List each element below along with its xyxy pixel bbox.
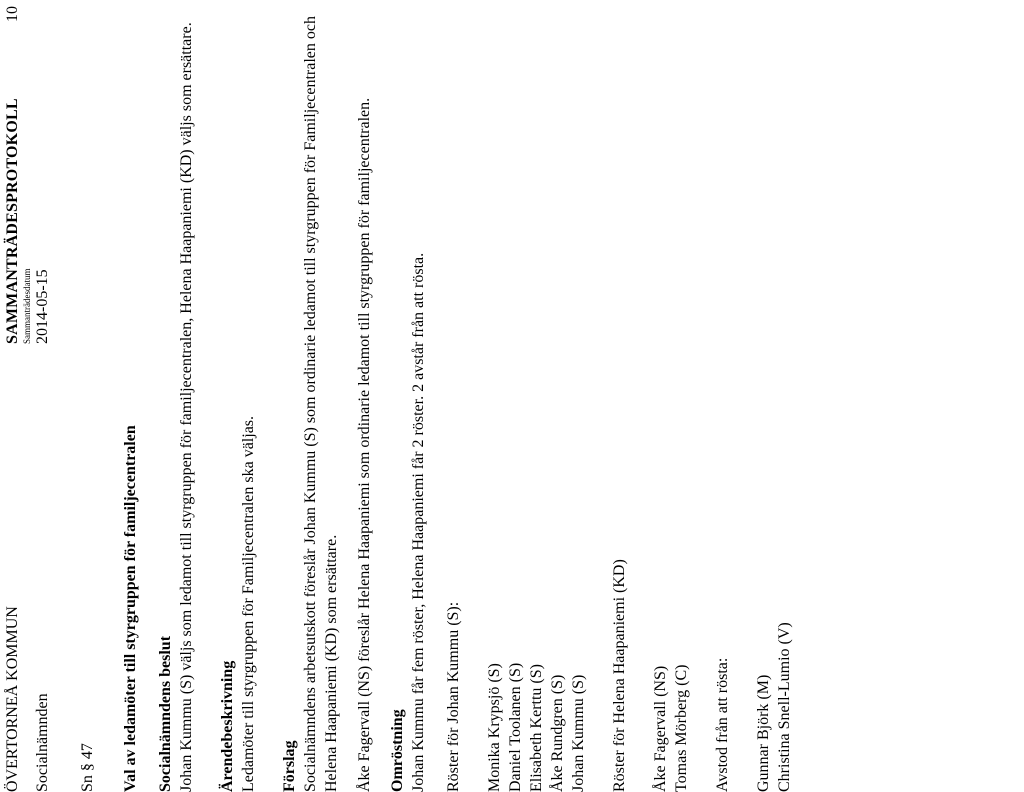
meeting-date: 2014-05-15	[34, 269, 51, 344]
list-item: Monika Krypsjö (S)	[486, 663, 503, 792]
decision-heading: Socialnämndens beslut	[157, 635, 174, 792]
abstain-voter-list	[753, 0, 795, 792]
decision-text: Johan Kummu (S) väljs som ledamot till styrgruppen för familjecentralen, Helena Haapaniemi (KD) väljs som ersättare.	[178, 22, 195, 792]
date-label: Sammanträdesdatum	[22, 268, 32, 344]
list-item: Johan Kummu (S)	[570, 674, 587, 792]
page-title: Val av ledamöter till styrgruppen för familjecentralen	[122, 425, 139, 792]
list-item: Åke Rundgren (S)	[549, 674, 566, 792]
proposal-text-2: Åke Fagervall (NS) föreslår Helena Haapaniemi som ordinarie ledamot till styrgruppen för familjecentralen.	[356, 97, 373, 792]
list-item: Christina Snell-Lumio (V)	[776, 622, 793, 792]
proposal-heading: Förslag	[281, 740, 298, 792]
vote-heading: Omröstning	[389, 709, 406, 792]
kummu-votes-label: Röster för Johan Kummu (S):	[445, 601, 462, 792]
list-item: Åke Fagervall (NS)	[652, 665, 669, 792]
page-number: 10	[4, 6, 21, 22]
list-item: Tomas Mörberg (C)	[673, 664, 690, 792]
section-number: Sn § 47	[79, 743, 96, 792]
department-name: Socialnämnden	[34, 693, 51, 792]
vote-result: Johan Kummu får fem röster, Helena Haapaniemi får 2 röster. 2 avstår från att rösta.	[410, 252, 427, 792]
organization-name: ÖVERTORNEÅ KOMMUN	[4, 606, 21, 792]
description-heading: Ärendebeskrivning	[219, 660, 236, 792]
document-type: SAMMANTRÄDESPROTOKOLL	[4, 98, 21, 344]
kummu-voter-list	[484, 0, 589, 792]
list-item: Daniel Toolanen (S)	[507, 662, 524, 792]
document-body	[120, 0, 795, 792]
list-item: Gunnar Björk (M)	[755, 674, 772, 792]
proposal-text-1: Socialnämndens arbetsutskott föreslår Johan Kummu (S) som ordinarie ledamot till styrgruppen för Familjecentralen och Helena Haapaniemi (KD) som ersättare.	[302, 16, 340, 792]
description-text: Ledamöter till styrgruppen för Familjecentralen ska väljas.	[240, 415, 257, 792]
list-item: Elisabeth Kerttu (S)	[528, 664, 545, 792]
haapaniemi-voter-list	[650, 0, 692, 792]
abstain-label: Avstod från att rösta:	[714, 657, 731, 792]
haapaniemi-votes-label: Röster för Helena Haapaniemi (KD)	[611, 559, 628, 792]
